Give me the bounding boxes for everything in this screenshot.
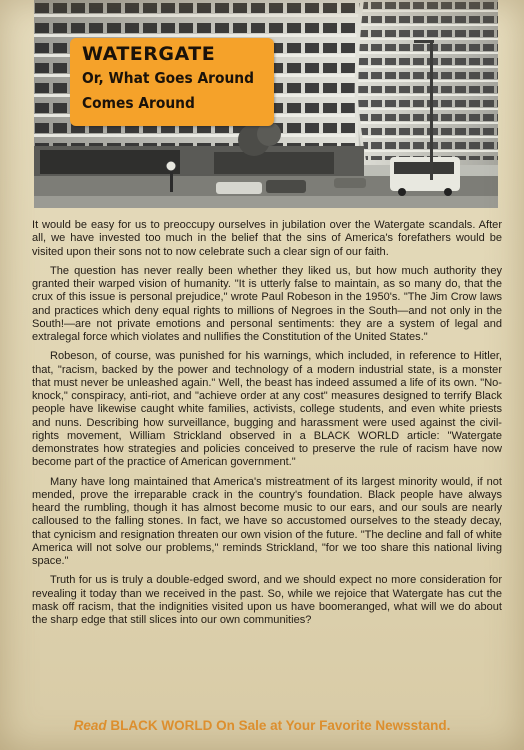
article-body xyxy=(32,219,502,633)
paragraph: Many have long maintained that America's mistreatment of its largest minority would, if not mended, prove the irreparable crack in the country's foundation. Black people have always heard the rumbling, though it has almost become music to our ears, and our souls are nearly calloused to the falling stones. In fact, we have so accustomed ourselves to the steady decay, that cynicism and resignation threaten our own vision of the future. "The decline and fall of white America will not solve our problems," reminds Strickland, "for we too share this national living space." xyxy=(32,475,502,567)
article-title: WATERGATE xyxy=(82,43,216,65)
article-subtitle-line2: Comes Around xyxy=(82,94,195,112)
promo-read-label: Read xyxy=(73,718,107,733)
promo-footer xyxy=(0,718,524,733)
paragraph: The question has never really been whether they liked us, but how much authority they granted their warped vision of humanity. "It is utterly false to maintain, as so many do, that the crux of this issue is personal prejudice," wrote Paul Robeson in the 1950's. "The Jim Crow laws and practices which deny equal rights to millions of Negroes in the South—and not only in the South!—are not private emotions and personal sentiments: they are a system of legal and extralegal force which violates and nullifies the Constitution of the United States." xyxy=(32,264,502,343)
article-subtitle-line1: Or, What Goes Around xyxy=(82,69,254,87)
article-title-box xyxy=(70,38,274,126)
promo-text: BLACK WORLD On Sale at Your Favorite Newsstand. xyxy=(110,718,451,733)
paragraph: It would be easy for us to preoccupy ourselves in jubilation over the Watergate scandals. After all, we have invested too much in the belief that the sins of America's forefathers would be visited upon their sons not to now celebrate such a clear sign of our faith. xyxy=(32,219,502,258)
paragraph: Truth for us is truly a double-edged sword, and we should expect no more consideration for revealing it today than we received in the past. So, while we rejoice that Watergate has cut the mask off racism, that the indignities visited upon us have boomeranged, what will we do about the sharp edge that still slices into our own communities? xyxy=(32,574,502,626)
paragraph: Robeson, of course, was punished for his warnings, which included, in reference to Hitler, that, "racism, backed by the power and technology of a modern industrial state, is a monster that must never be unleashed again." Well, the beast has indeed assumed a life of its own. "No-knock," conspiracy, anti-riot, and "achieve order at any cost" measures designed to terrify Black people have likewise caught white families, activists, college students, and even white priests and nuns. Describing how surveillance, bugging and harassment were used against the civil-rights movement, William Strickland observed in a BLACK WORLD article: "Watergate demonstrates how strategies and policies conceived to preserve the rule of racism have now become part of the practice of American government." xyxy=(32,350,502,469)
